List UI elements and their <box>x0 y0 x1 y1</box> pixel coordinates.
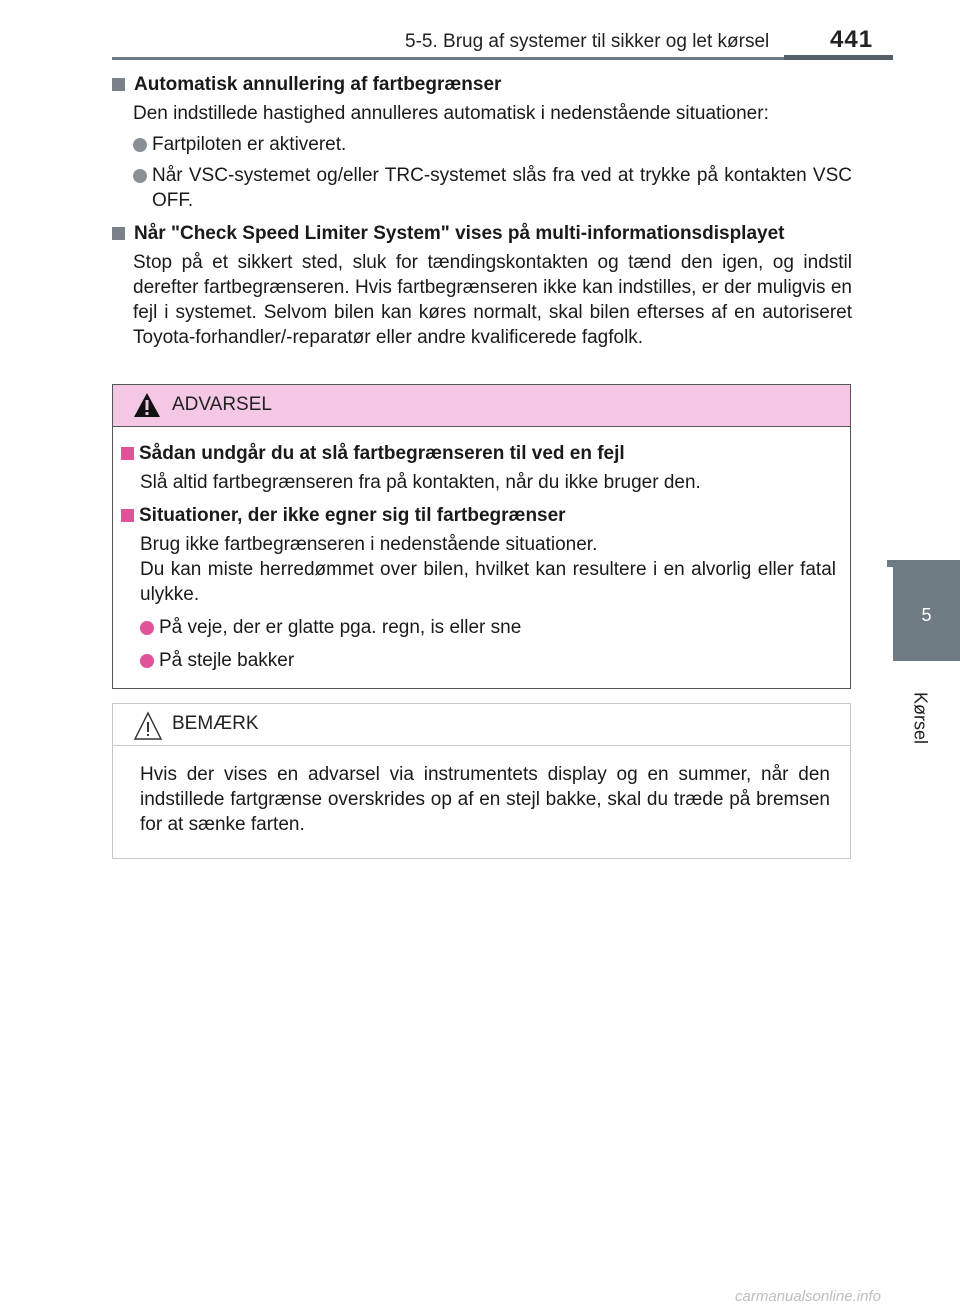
square-bullet-icon <box>112 78 125 91</box>
notice-triangle-icon <box>133 711 163 741</box>
section-heading: Automatisk annullering af fartbegrænser <box>112 72 852 97</box>
chapter-number: 5 <box>921 605 932 625</box>
header-rule-accent <box>784 55 893 60</box>
notice-box <box>112 703 851 859</box>
warning-box <box>112 384 851 689</box>
notice-text: Hvis der vises en advarsel via instrumentets display og en summer, når den indstillede fartgrænse overskrides op af en stejl bakke, skal du træde på bremsen for at sænke farten. <box>140 764 830 835</box>
notice-label: BEMÆRK <box>172 713 259 734</box>
round-bullet-icon <box>133 169 147 183</box>
warning-header <box>113 385 850 427</box>
list-item: Fartpiloten er aktiveret. <box>112 132 852 157</box>
list-item: Når VSC-systemet og/eller TRC-systemet slås fra ved at trykke på kontakten VSC OFF. <box>112 163 852 213</box>
section-title: 5-5. Brug af systemer til sikker og let kørsel <box>405 31 770 52</box>
chapter-tab-top <box>887 560 960 567</box>
square-bullet-icon <box>121 447 134 460</box>
section-text: Stop på et sikkert sted, sluk for tændingskontakten og tænd den igen, og indstil derefter fartbegrænseren. Hvis fartbegrænseren ikke kan indstilles, er der muligvis en fejl i systemet. Selvom bilen kan køres normalt, skal bilen efterses af en autoriseret Toyota-forhandler/-reparatør eller andre kvalificerede fagfolk. <box>133 252 852 348</box>
chapter-label: Kørsel <box>910 691 931 745</box>
page-number: 441 <box>830 26 874 53</box>
warning-label: ADVARSEL <box>172 394 272 415</box>
main-content <box>112 72 852 350</box>
round-bullet-icon <box>133 138 147 152</box>
round-bullet-icon <box>140 654 154 668</box>
square-bullet-icon <box>121 509 134 522</box>
chapter-tab[interactable] <box>893 567 960 661</box>
header-rule <box>112 57 893 60</box>
warning-triangle-icon <box>133 392 161 418</box>
section-text: Den indstillede hastighed annulleres automatisk i nedenstående situationer: <box>133 103 769 124</box>
section-heading: Når "Check Speed Limiter System" vises på multi-informationsdisplayet <box>112 221 852 246</box>
warning-body <box>113 427 850 673</box>
warning-item-heading: Situationer, der ikke egner sig til fartbegrænser <box>121 503 836 528</box>
square-bullet-icon <box>112 227 125 240</box>
warning-item-text: Brug ikke fartbegrænseren i nedenstående situationer. <box>140 534 598 555</box>
round-bullet-icon <box>140 621 154 635</box>
warning-item-text: Slå altid fartbegrænseren fra på kontakten, når du ikke bruger den. <box>140 472 701 493</box>
notice-header <box>113 704 850 746</box>
warning-item-text: Du kan miste herredømmet over bilen, hvilket kan resultere i en alvorlig eller fatal ulykke. <box>140 559 836 605</box>
list-item: På stejle bakker <box>121 648 836 673</box>
watermark: carmanualsonline.info <box>735 1288 881 1305</box>
warning-item-heading: Sådan undgår du at slå fartbegrænseren til ved en fejl <box>121 441 836 466</box>
list-item: På veje, der er glatte pga. regn, is eller sne <box>121 615 836 640</box>
